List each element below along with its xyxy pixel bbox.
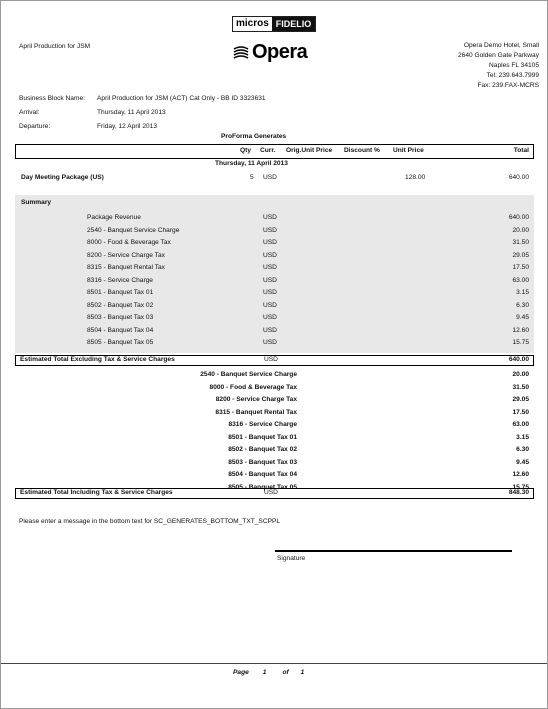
summary-line-amount: 29.05 [512, 251, 529, 259]
col-qty: Qty [240, 147, 251, 154]
bottom-message: Please enter a message in the bottom text for SC_GENERATES_BOTTOM_TXT_SCPPL [19, 518, 281, 525]
col-total: Total [513, 147, 529, 154]
hotel-address-block [458, 41, 539, 91]
summary-line [15, 326, 533, 337]
col-discount: Discount % [344, 147, 380, 154]
tax-line [15, 383, 533, 394]
tax-line-label: 8504 - Banquet Tax 04 [228, 471, 297, 478]
summary-line-curr: USD [263, 264, 277, 271]
opera-logo-text: Opera [252, 41, 308, 63]
summary-line-amount: 15.75 [512, 339, 529, 346]
item-name: Day Meeting Package (US) [21, 174, 104, 181]
tax-line-label: 8501 - Banquet Tax 01 [228, 433, 297, 441]
tax-line-label: 2540 - Banquet Service Charge [200, 371, 297, 378]
summary-line [15, 213, 533, 224]
summary-line-curr: USD [263, 239, 277, 246]
tax-line-amount: 29.05 [512, 396, 529, 403]
arrival-row [19, 109, 166, 116]
section-title: ProForma Generates [221, 133, 287, 140]
item-total: 640.00 [508, 174, 529, 181]
tax-line [15, 420, 533, 431]
summary-line [15, 301, 533, 312]
date-heading: Thursday, 11 April 2013 [215, 160, 288, 167]
signature-label: Signature [277, 555, 306, 562]
est-excl-curr: USD [264, 356, 278, 363]
tax-line-amount: 20.00 [512, 371, 529, 378]
summary-line-curr: USD [263, 276, 277, 284]
est-incl-amount: 848.30 [508, 489, 529, 496]
hotel-name: Opera Demo Hotel, Small [463, 42, 539, 49]
estimated-total-including [15, 488, 534, 499]
summary-line-curr: USD [263, 289, 277, 296]
tax-line-label: 8200 - Service Charge Tax [215, 396, 297, 403]
tax-line-label: 8315 - Banquet Rental Tax [215, 408, 297, 416]
summary-line [15, 313, 533, 324]
summary-line-amount: 20.00 [512, 226, 529, 234]
tax-line-amount: 12.60 [512, 471, 529, 478]
est-excl-amount: 640.00 [508, 356, 529, 363]
arrival-label: Arrival: [19, 109, 40, 116]
summary-line-label: Package Revenue [87, 214, 141, 221]
item-qty: 5 [250, 174, 254, 181]
tax-line-amount: 17.50 [512, 408, 529, 416]
summary-line [15, 276, 533, 287]
summary-line-label: 2540 - Banquet Service Charge [87, 226, 180, 234]
hotel-city: Naples FL 34105 [489, 62, 539, 69]
report-title: April Production for JSM [19, 43, 91, 50]
page-label: Page [233, 669, 249, 676]
summary-line-label: 8502 - Banquet Tax 02 [87, 301, 154, 309]
table-column-header [15, 144, 534, 159]
summary-line-label: 8503 - Banquet Tax 03 [87, 314, 154, 321]
summary-line-label: 8315 - Banquet Rental Tax [87, 264, 165, 271]
summary-line-curr: USD [263, 251, 277, 259]
hotel-street: 2640 Golden Gate Parkway [457, 52, 539, 59]
page-number: 1 [262, 669, 267, 676]
opera-swoosh-icon [233, 45, 249, 61]
est-incl-label: Estimated Total Including Tax & Service Charges [20, 489, 173, 496]
col-unit-price: Unit Price [393, 147, 424, 154]
col-orig-unit-price: Orig.Unit Price [286, 147, 333, 154]
logo-fidelio-text: FIDELIO [272, 17, 316, 31]
departure-row [19, 123, 157, 130]
summary-line-curr: USD [263, 339, 277, 346]
summary-line-amount: 9.45 [516, 314, 529, 321]
hotel-fax: Fax: 239.FAX-MCRS [477, 82, 539, 89]
est-excl-label: Estimated Total Excluding Tax & Service Charges [20, 356, 175, 363]
page-indicator [233, 669, 304, 676]
summary-line-curr: USD [263, 314, 277, 321]
micros-fidelio-logo [232, 16, 316, 32]
summary-line-amount: 6.30 [516, 301, 529, 309]
tax-line [15, 395, 533, 406]
departure-value: Friday, 12 April 2013 [97, 123, 157, 130]
tax-line [15, 470, 533, 481]
summary-line-label: 8504 - Banquet Tax 04 [87, 326, 154, 334]
summary-line [15, 263, 533, 274]
summary-line-curr: USD [263, 326, 277, 334]
tax-line [15, 433, 533, 444]
item-curr: USD [263, 174, 277, 181]
summary-line-label: 8501 - Banquet Tax 01 [87, 289, 154, 296]
summary-line-label: 8505 - Banquet Tax 05 [87, 339, 154, 346]
tax-line-amount: 3.15 [516, 433, 529, 441]
tax-line [15, 445, 533, 456]
summary-line [15, 238, 533, 249]
block-name-value: April Production for JSM (ACT) Cat Only - BB ID 3323631 [97, 95, 266, 102]
tax-line [15, 408, 533, 419]
tax-line-amount: 15.75 [512, 483, 529, 491]
block-name-label: Business Block Name: [19, 95, 85, 102]
est-incl-curr: USD [264, 489, 278, 496]
summary-line-label: 8200 - Service Charge Tax [87, 251, 165, 259]
summary-line-amount: 63.00 [512, 276, 529, 284]
summary-line-amount: 31.50 [512, 239, 529, 246]
signature-line [275, 550, 512, 552]
footer-divider [1, 663, 547, 664]
item-row [15, 173, 533, 184]
tax-line-amount: 31.50 [512, 383, 529, 391]
tax-line-label: 8502 - Banquet Tax 02 [228, 446, 297, 453]
tax-line-label: 8316 - Service Charge [228, 421, 297, 428]
summary-line-amount: 3.15 [516, 289, 529, 296]
tax-line-amount: 6.30 [516, 446, 529, 453]
summary-line-amount: 640.00 [508, 214, 529, 221]
logo-micros-text: micros [233, 17, 272, 31]
tax-line [15, 458, 533, 469]
summary-line-curr: USD [263, 214, 277, 221]
item-unit-price: 128.00 [405, 174, 426, 181]
tax-line-label: 8503 - Banquet Tax 03 [228, 458, 297, 466]
summary-line-curr: USD [263, 301, 277, 309]
arrival-value: Thursday, 11 April 2013 [97, 109, 166, 116]
block-name-row [19, 95, 266, 102]
tax-line-label: 8000 - Food & Beverage Tax [209, 383, 297, 391]
summary-line-curr: USD [263, 226, 277, 234]
summary-line-label: 8000 - Food & Beverage Tax [87, 239, 171, 246]
col-curr: Curr. [260, 147, 276, 154]
summary-line-label: 8316 - Service Charge [87, 276, 153, 284]
departure-label: Departure: [19, 123, 51, 130]
estimated-total-excluding [15, 355, 534, 366]
tax-line [15, 370, 533, 381]
tax-line-label: 8505 - Banquet Tax 05 [228, 483, 297, 491]
summary-line-amount: 12.60 [512, 326, 529, 334]
summary-title: Summary [21, 199, 52, 206]
hotel-tel: Tel: 239.643.7999 [486, 72, 539, 79]
summary-line [15, 288, 533, 299]
tax-line-amount: 9.45 [516, 458, 529, 466]
page-total: 1 [300, 669, 305, 676]
tax-line-amount: 63.00 [512, 421, 529, 428]
summary-line [15, 338, 533, 349]
summary-line [15, 226, 533, 237]
summary-line [15, 251, 533, 262]
page-of-label: of [282, 669, 289, 676]
summary-line-amount: 17.50 [512, 264, 529, 271]
opera-logo [233, 41, 307, 64]
